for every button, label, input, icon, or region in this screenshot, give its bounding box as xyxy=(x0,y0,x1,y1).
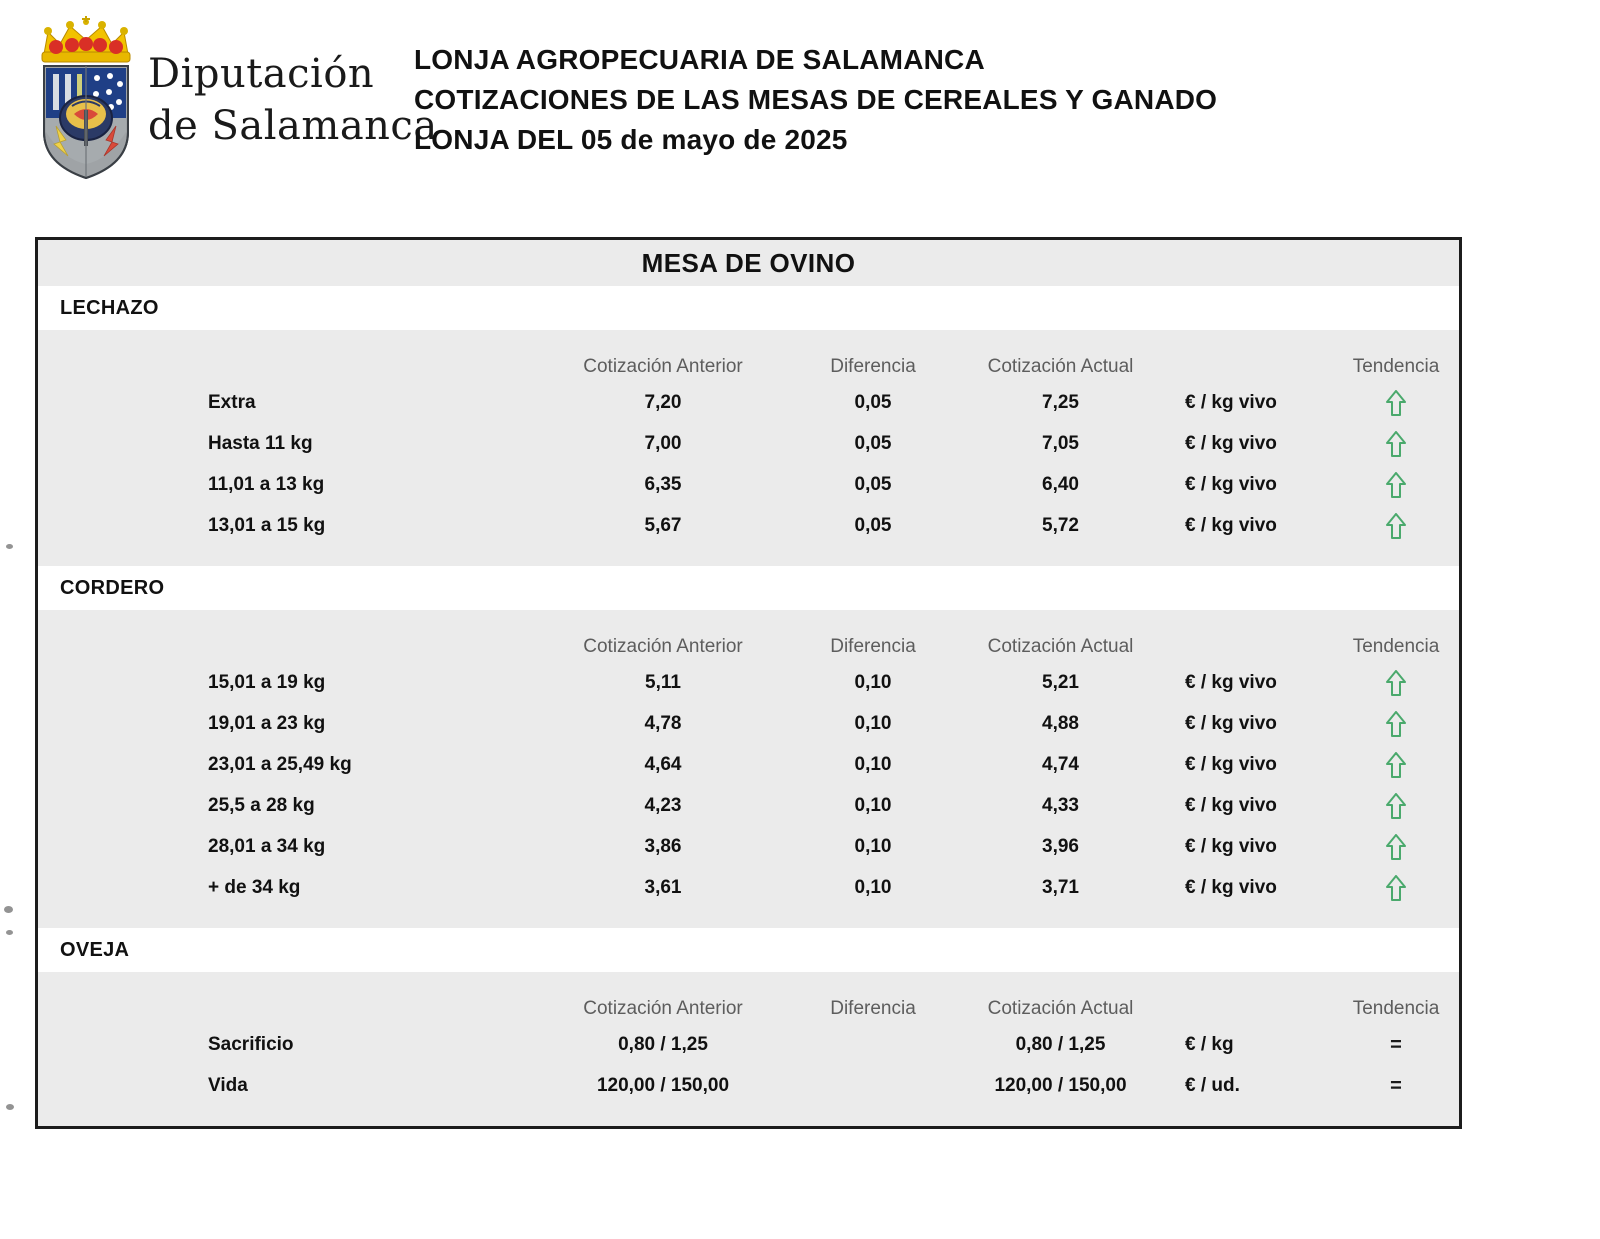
column-header-row xyxy=(38,972,1459,1024)
row-difference: 0,10 xyxy=(854,794,892,816)
row-trend xyxy=(1333,867,1459,914)
column-header-difference: Diferencia xyxy=(830,356,916,377)
scan-artifact xyxy=(6,1104,14,1110)
row-previous-price: 4,78 xyxy=(644,712,682,734)
row-previous-price: 3,86 xyxy=(644,835,682,857)
row-concept: 28,01 a 34 kg xyxy=(208,835,326,857)
column-header-current: Cotización Actual xyxy=(987,998,1134,1019)
column-header-unit xyxy=(1163,610,1333,662)
column-header-current: Cotización Actual xyxy=(987,636,1134,657)
row-unit: € / kg vivo xyxy=(1185,671,1277,693)
table-title: MESA DE OVINO xyxy=(38,240,1459,286)
diputacion-de-salamanca-coat-of-arms-icon xyxy=(30,14,142,182)
scan-artifact xyxy=(4,906,13,913)
row-current-price: 5,72 xyxy=(1042,514,1079,536)
row-concept: 23,01 a 25,49 kg xyxy=(208,753,352,775)
section-spacer xyxy=(38,914,1459,928)
row-unit: € / kg xyxy=(1185,1033,1234,1055)
row-trend xyxy=(1333,1065,1459,1112)
row-concept: Vida xyxy=(208,1074,248,1096)
table-row xyxy=(38,1065,1459,1112)
row-previous-price: 5,11 xyxy=(645,671,681,693)
row-unit: € / kg vivo xyxy=(1185,794,1277,816)
column-header-unit xyxy=(1163,330,1333,382)
column-header-row xyxy=(38,610,1459,662)
row-current-price: 5,21 xyxy=(1042,671,1079,693)
column-header-concept xyxy=(38,972,538,1024)
section-spacer xyxy=(38,1112,1459,1126)
table-row xyxy=(38,867,1459,914)
row-trend xyxy=(1333,785,1459,826)
row-previous-price: 4,23 xyxy=(644,794,682,816)
trend-up-icon xyxy=(1386,875,1406,901)
section-header-oveja: OVEJA xyxy=(38,928,1459,972)
row-current-price: 3,71 xyxy=(1042,876,1079,898)
organization-name-line2: de Salamanca xyxy=(148,103,438,149)
trend-up-icon xyxy=(1386,670,1406,696)
trend-up-icon xyxy=(1386,711,1406,737)
row-difference: 0,05 xyxy=(854,473,892,495)
column-header-unit xyxy=(1163,972,1333,1024)
column-header-trend: Tendencia xyxy=(1352,636,1440,657)
row-previous-price: 7,00 xyxy=(644,432,682,454)
row-difference xyxy=(788,1024,958,1065)
section-header-lechazo: LECHAZO xyxy=(38,286,1459,330)
table-row xyxy=(38,464,1459,505)
row-previous-price: 4,64 xyxy=(644,753,682,775)
row-unit: € / kg vivo xyxy=(1185,432,1277,454)
row-difference: 0,05 xyxy=(854,432,892,454)
document-title xyxy=(414,40,1217,160)
trend-equal-icon: = xyxy=(1390,1033,1402,1056)
row-difference: 0,10 xyxy=(854,876,892,898)
row-concept: + de 34 kg xyxy=(208,876,301,898)
row-previous-price: 6,35 xyxy=(644,473,682,495)
table-row xyxy=(38,744,1459,785)
row-concept: Sacrificio xyxy=(208,1033,294,1055)
row-trend xyxy=(1333,423,1459,464)
row-current-price: 0,80 / 1,25 xyxy=(1015,1033,1106,1055)
row-trend xyxy=(1333,744,1459,785)
page-header xyxy=(0,0,1600,210)
column-header-previous: Cotización Anterior xyxy=(583,998,743,1019)
row-difference: 0,10 xyxy=(854,835,892,857)
section-body-lechazo xyxy=(38,330,1459,552)
row-unit: € / kg vivo xyxy=(1185,835,1277,857)
document-title-line1: LONJA AGROPECUARIA DE SALAMANCA xyxy=(414,44,985,75)
row-unit: € / kg vivo xyxy=(1185,753,1277,775)
section-header-cordero: CORDERO xyxy=(38,566,1459,610)
row-current-price: 7,25 xyxy=(1042,391,1079,413)
row-previous-price: 3,61 xyxy=(644,876,682,898)
column-header-previous: Cotización Anterior xyxy=(583,356,743,377)
row-unit: € / kg vivo xyxy=(1185,876,1277,898)
row-difference: 0,10 xyxy=(854,712,892,734)
row-trend xyxy=(1333,382,1459,423)
row-trend xyxy=(1333,464,1459,505)
row-concept: 13,01 a 15 kg xyxy=(208,514,326,536)
row-trend xyxy=(1333,1024,1459,1065)
row-concept: Extra xyxy=(208,391,256,413)
organization-name-line1: Diputación xyxy=(148,51,375,97)
column-header-trend: Tendencia xyxy=(1352,356,1440,377)
trend-equal-icon: = xyxy=(1390,1074,1402,1097)
row-concept: 19,01 a 23 kg xyxy=(208,712,326,734)
row-difference: 0,05 xyxy=(854,514,892,536)
row-unit: € / kg vivo xyxy=(1185,712,1277,734)
row-unit: € / kg vivo xyxy=(1185,514,1277,536)
row-concept: 11,01 a 13 kg xyxy=(208,473,325,495)
scan-artifact xyxy=(6,930,13,935)
row-difference: 0,10 xyxy=(854,671,892,693)
section-body-oveja xyxy=(38,972,1459,1112)
mesa-de-ovino-table xyxy=(35,237,1462,1129)
trend-up-icon xyxy=(1386,752,1406,778)
trend-up-icon xyxy=(1386,472,1406,498)
row-current-price: 4,88 xyxy=(1042,712,1079,734)
row-previous-price: 0,80 / 1,25 xyxy=(618,1033,708,1055)
row-unit: € / kg vivo xyxy=(1185,473,1277,495)
column-header-difference: Diferencia xyxy=(830,636,916,657)
row-trend xyxy=(1333,826,1459,867)
row-previous-price: 5,67 xyxy=(644,514,682,536)
row-unit: € / kg vivo xyxy=(1185,391,1277,413)
trend-up-icon xyxy=(1386,793,1406,819)
table-row xyxy=(38,505,1459,552)
row-previous-price: 7,20 xyxy=(644,391,682,413)
row-unit: € / ud. xyxy=(1185,1074,1240,1096)
row-concept: 25,5 a 28 kg xyxy=(208,794,315,816)
row-difference: 0,05 xyxy=(854,391,892,413)
table-row xyxy=(38,662,1459,703)
row-difference: 0,10 xyxy=(854,753,892,775)
trend-up-icon xyxy=(1386,390,1406,416)
column-header-concept xyxy=(38,610,538,662)
trend-up-icon xyxy=(1386,513,1406,539)
organization-name xyxy=(148,48,438,152)
row-trend xyxy=(1333,662,1459,703)
row-current-price: 4,33 xyxy=(1042,794,1079,816)
column-header-concept xyxy=(38,330,538,382)
section-spacer xyxy=(38,552,1459,566)
column-header-trend: Tendencia xyxy=(1352,998,1440,1019)
row-current-price: 120,00 / 150,00 xyxy=(994,1074,1127,1096)
table-row xyxy=(38,703,1459,744)
section-body-cordero xyxy=(38,610,1459,914)
row-concept: 15,01 a 19 kg xyxy=(208,671,326,693)
row-current-price: 3,96 xyxy=(1042,835,1079,857)
row-concept: Hasta 11 kg xyxy=(208,432,313,454)
column-header-difference: Diferencia xyxy=(830,998,916,1019)
row-trend xyxy=(1333,505,1459,552)
table-row xyxy=(38,785,1459,826)
table-row xyxy=(38,1024,1459,1065)
document-title-line2: COTIZACIONES DE LAS MESAS DE CEREALES Y GANADO xyxy=(414,84,1218,115)
table-sections xyxy=(38,286,1459,1126)
row-current-price: 6,40 xyxy=(1042,473,1079,495)
scan-artifact xyxy=(6,544,13,549)
column-header-current: Cotización Actual xyxy=(987,356,1134,377)
document-title-line3: LONJA DEL 05 de mayo de 2025 xyxy=(414,124,848,155)
row-current-price: 4,74 xyxy=(1042,753,1079,775)
row-difference xyxy=(788,1065,958,1112)
table-row xyxy=(38,826,1459,867)
column-header-previous: Cotización Anterior xyxy=(583,636,743,657)
trend-up-icon xyxy=(1386,834,1406,860)
row-current-price: 7,05 xyxy=(1042,432,1079,454)
row-trend xyxy=(1333,703,1459,744)
trend-up-icon xyxy=(1386,431,1406,457)
table-row xyxy=(38,382,1459,423)
row-previous-price: 120,00 / 150,00 xyxy=(596,1074,730,1096)
column-header-row xyxy=(38,330,1459,382)
table-row xyxy=(38,423,1459,464)
